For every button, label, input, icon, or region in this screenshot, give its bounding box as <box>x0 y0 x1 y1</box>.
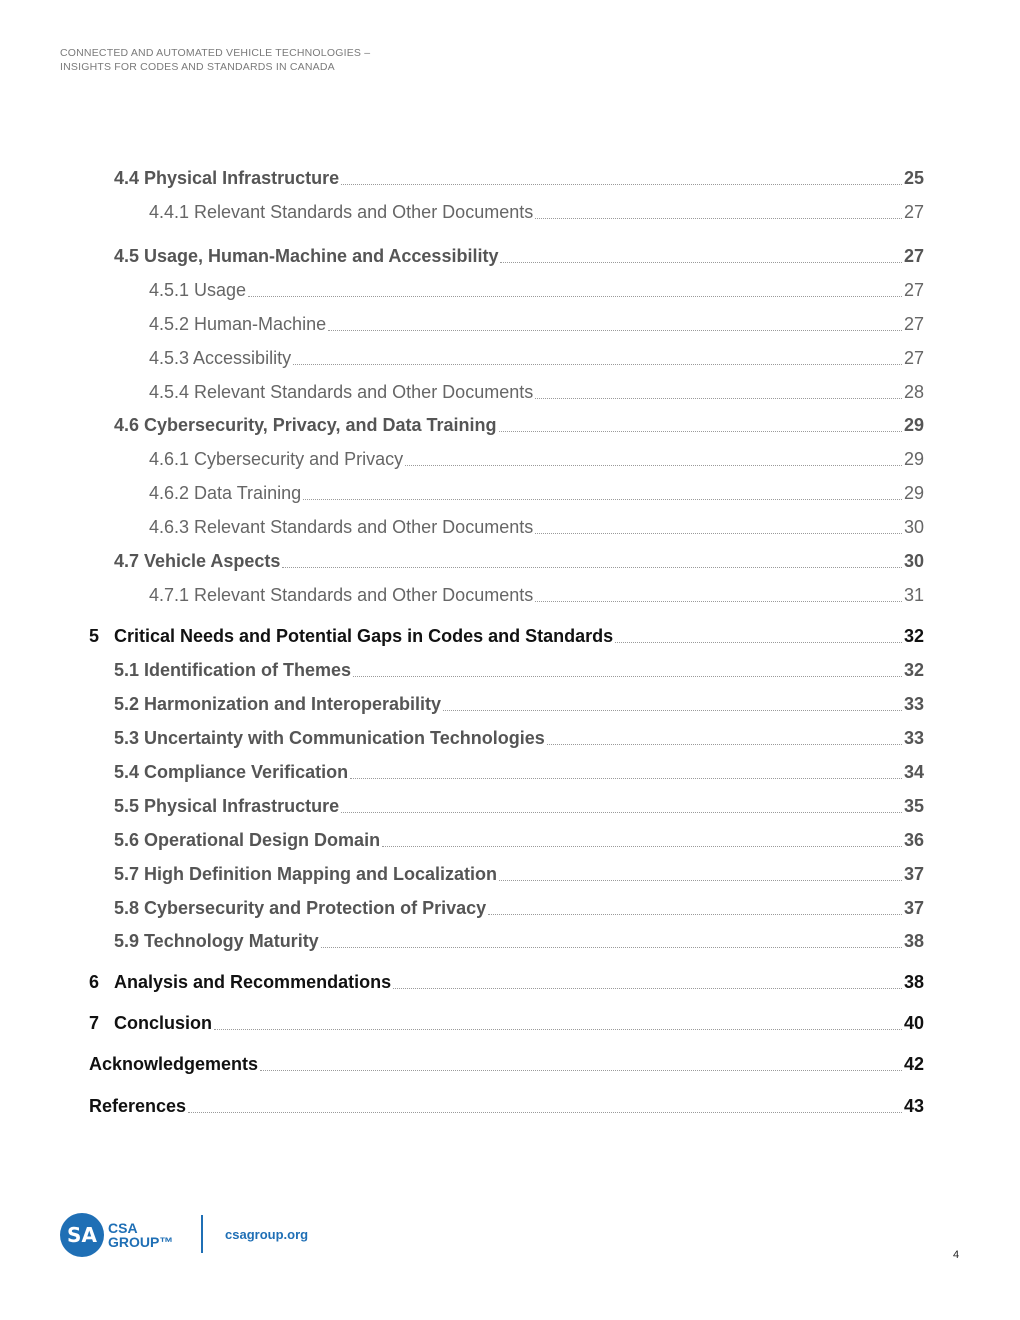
csa-group-logo <box>60 1207 190 1263</box>
toc-entry-page: 37 <box>903 898 924 918</box>
toc-entry-label: 4.5.3 Accessibility <box>149 348 292 368</box>
toc-entry[interactable] <box>149 311 924 335</box>
toc-entry-label: 5.8 Cybersecurity and Protection of Privacy <box>114 898 487 918</box>
toc-entry-page: 27 <box>903 314 924 334</box>
toc-entry-label: References <box>89 1096 187 1116</box>
toc-dot-leader <box>341 811 902 813</box>
toc-dot-leader <box>282 566 902 568</box>
csa-logo-icon: SA <box>60 1213 104 1257</box>
toc-entry-label: 4.6 Cybersecurity, Privacy, and Data Training <box>114 415 497 435</box>
toc-entry-page: 33 <box>903 728 924 748</box>
toc-entry[interactable] <box>89 1010 924 1034</box>
toc-entry[interactable] <box>149 446 924 470</box>
header-line-1: CONNECTED AND AUTOMATED VEHICLE TECHNOLOGIES – <box>60 47 371 59</box>
toc-entry-label: 5.1 Identification of Themes <box>114 660 352 680</box>
toc-entry[interactable] <box>149 277 924 301</box>
toc-entry[interactable] <box>149 480 924 504</box>
toc-entry-label: 5.5 Physical Infrastructure <box>114 796 340 816</box>
page-number: 4 <box>953 1249 960 1261</box>
toc-entry-label: 4.6.2 Data Training <box>149 483 302 503</box>
toc-entry-page: 43 <box>903 1096 924 1116</box>
toc-entry[interactable] <box>149 582 924 606</box>
toc-entry[interactable] <box>114 548 924 572</box>
toc-entry-number: 5 <box>89 626 100 646</box>
toc-entry-page: 30 <box>903 517 924 537</box>
toc-dot-leader <box>214 1028 902 1030</box>
toc-entry-page: 27 <box>903 280 924 300</box>
toc-dot-leader <box>547 743 902 745</box>
toc-entry-label: 5.3 Uncertainty with Communication Technologies <box>114 728 545 748</box>
toc-entry-label: Acknowledgements <box>89 1054 259 1074</box>
toc-entry-label: 4.5.1 Usage <box>149 280 247 300</box>
toc-dot-leader <box>341 183 902 185</box>
csa-logo-text <box>108 1221 173 1249</box>
toc-entry-label: Critical Needs and Potential Gaps in Codes and Standards <box>114 626 614 646</box>
toc-entry-page: 29 <box>903 449 924 469</box>
toc-entry-page: 37 <box>903 864 924 884</box>
toc-entry-label: 4.4 Physical Infrastructure <box>114 168 340 188</box>
toc-entry-page: 29 <box>903 415 924 435</box>
toc-entry-label: 5.6 Operational Design Domain <box>114 830 381 850</box>
toc-entry[interactable] <box>114 243 924 267</box>
toc-dot-leader <box>535 397 902 399</box>
toc-entry[interactable] <box>89 623 924 647</box>
toc-entry[interactable] <box>89 1051 924 1075</box>
toc-entry[interactable] <box>114 861 924 885</box>
toc-entry-number: 7 <box>89 1013 100 1033</box>
toc-entry[interactable] <box>149 514 924 538</box>
toc-dot-leader <box>405 464 902 466</box>
toc-entry-label: Conclusion <box>114 1013 212 1033</box>
toc-dot-leader <box>535 217 902 219</box>
toc-entry[interactable] <box>114 793 924 817</box>
toc-dot-leader <box>615 641 902 643</box>
header-line-2: INSIGHTS FOR CODES AND STANDARDS IN CANADA <box>60 61 335 73</box>
toc-dot-leader <box>350 777 902 779</box>
toc-entry-page: 25 <box>903 168 924 188</box>
toc-entry[interactable] <box>114 759 924 783</box>
toc-dot-leader <box>535 532 902 534</box>
toc-entry[interactable] <box>149 345 924 369</box>
toc-dot-leader <box>488 913 902 915</box>
toc-entry-page: 34 <box>903 762 924 782</box>
toc-dot-leader <box>499 430 902 432</box>
toc-entry-page: 30 <box>903 551 924 571</box>
toc-entry[interactable] <box>114 895 924 919</box>
toc-entry-label: 5.2 Harmonization and Interoperability <box>114 694 442 714</box>
toc-entry[interactable] <box>149 199 924 223</box>
toc-entry-label: 4.5.2 Human-Machine <box>149 314 327 334</box>
toc-dot-leader <box>353 675 902 677</box>
toc-entry-label: 4.5.4 Relevant Standards and Other Documents <box>149 382 534 402</box>
toc-dot-leader <box>293 363 902 365</box>
toc-entry[interactable] <box>114 165 924 189</box>
toc-entry-page: 27 <box>903 246 924 266</box>
toc-dot-leader <box>260 1069 902 1071</box>
toc-dot-leader <box>321 946 902 948</box>
toc-dot-leader <box>328 329 902 331</box>
toc-entry-label: 5.9 Technology Maturity <box>114 931 319 951</box>
toc-entry-number: 6 <box>89 972 100 992</box>
toc-entry-label: 4.5 Usage, Human-Machine and Accessibility <box>114 246 499 266</box>
toc-entry-label: Analysis and Recommendations <box>114 972 392 992</box>
toc-entry-page: 38 <box>903 931 924 951</box>
toc-entry[interactable] <box>114 725 924 749</box>
toc-entry-page: 31 <box>903 585 924 605</box>
toc-entry-page: 40 <box>903 1013 924 1033</box>
toc-entry[interactable] <box>114 827 924 851</box>
toc-entry[interactable] <box>89 969 924 993</box>
toc-entry-page: 27 <box>903 348 924 368</box>
toc-entry-label: 4.7 Vehicle Aspects <box>114 551 281 571</box>
logo-text-csa: CSA <box>108 1220 138 1236</box>
toc-entry-page: 29 <box>903 483 924 503</box>
footer-divider <box>201 1215 203 1253</box>
toc-entry[interactable] <box>114 657 924 681</box>
toc-entry-label: 5.7 High Definition Mapping and Localization <box>114 864 498 884</box>
toc-entry-page: 36 <box>903 830 924 850</box>
toc-entry-label: 5.4 Compliance Verification <box>114 762 349 782</box>
toc-dot-leader <box>303 498 902 500</box>
toc-dot-leader <box>499 879 902 881</box>
logo-text-group: GROUP™ <box>108 1234 174 1250</box>
toc-entry-page: 35 <box>903 796 924 816</box>
toc-dot-leader <box>248 295 902 297</box>
toc-dot-leader <box>393 987 902 989</box>
toc-entry-page: 42 <box>903 1054 924 1074</box>
toc-entry-page: 28 <box>903 382 924 402</box>
toc-entry-label: 4.6.1 Cybersecurity and Privacy <box>149 449 404 469</box>
toc-dot-leader <box>188 1111 902 1113</box>
toc-dot-leader <box>443 709 902 711</box>
toc-entry-page: 32 <box>903 660 924 680</box>
toc-entry[interactable] <box>114 412 924 436</box>
toc-entry-label: 4.7.1 Relevant Standards and Other Documents <box>149 585 534 605</box>
toc-entry[interactable] <box>149 379 924 403</box>
toc-entry-page: 38 <box>903 972 924 992</box>
toc-entry-page: 33 <box>903 694 924 714</box>
toc-entry-label: 4.4.1 Relevant Standards and Other Documents <box>149 202 534 222</box>
toc-dot-leader <box>500 261 902 263</box>
toc-entry-label: 4.6.3 Relevant Standards and Other Documents <box>149 517 534 537</box>
footer-url-link[interactable]: csagroup.org <box>225 1227 309 1242</box>
toc-entry-page: 27 <box>903 202 924 222</box>
toc-dot-leader <box>535 600 902 602</box>
toc-entry-page: 32 <box>903 626 924 646</box>
toc-entry[interactable] <box>114 691 924 715</box>
toc-entry[interactable] <box>89 1093 924 1117</box>
toc-entry[interactable] <box>114 928 924 952</box>
toc-dot-leader <box>382 845 902 847</box>
